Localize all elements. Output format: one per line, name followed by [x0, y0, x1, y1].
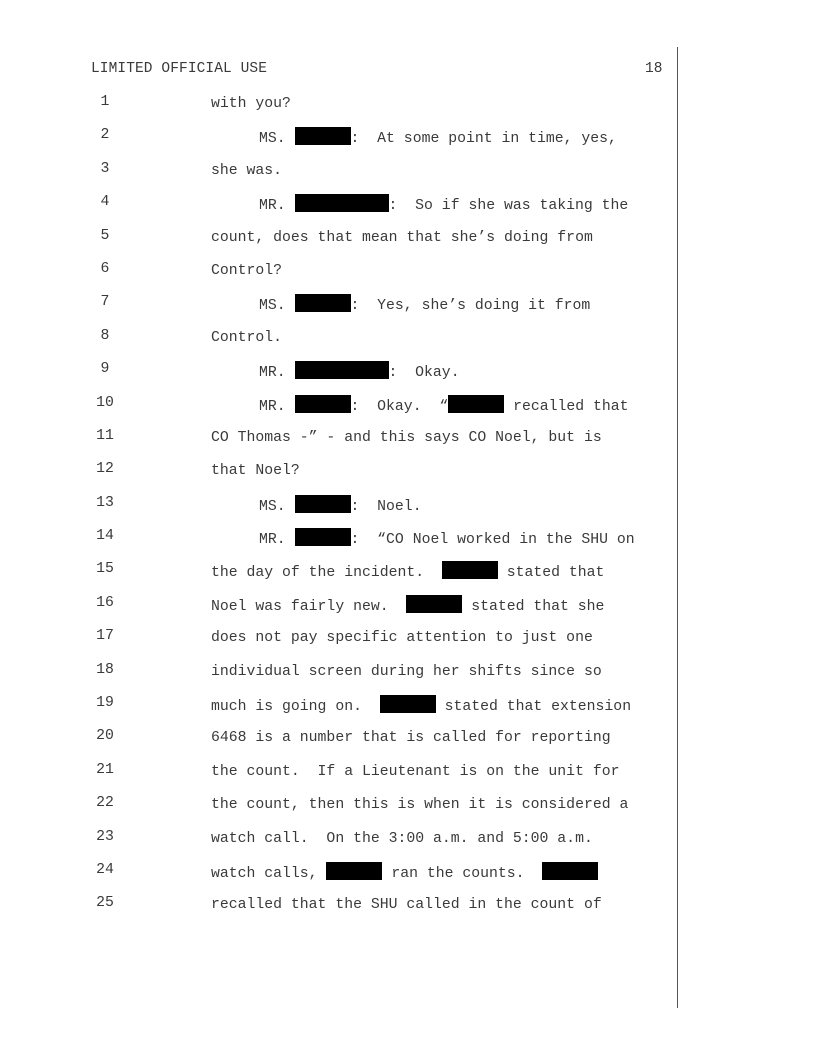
line-text: watch calls, ran the counts. — [211, 862, 598, 884]
line-number: 16 — [96, 594, 114, 611]
line-text: the count. If a Lieutenant is on the unit for — [211, 763, 620, 780]
line-text: does not pay specific attention to just one — [211, 630, 593, 647]
transcript-line — [0, 428, 816, 461]
line-text: MS. : Yes, she’s doing it from — [259, 294, 590, 316]
transcript-line — [0, 862, 816, 895]
line-text: Control? — [211, 262, 283, 279]
redaction-box — [295, 127, 351, 145]
line-text: MR. : Okay. “ recalled that — [259, 395, 629, 417]
line-number: 4 — [100, 194, 110, 211]
transcript-line — [0, 328, 816, 361]
transcript-line — [0, 161, 816, 194]
line-number: 12 — [96, 461, 114, 478]
line-text: Noel was fairly new. stated that she — [211, 595, 604, 617]
line-number: 17 — [96, 628, 114, 645]
line-number: 25 — [96, 895, 114, 912]
transcript-line — [0, 528, 816, 561]
line-number: 6 — [100, 260, 110, 277]
line-text: MR. : “CO Noel worked in the SHU on — [259, 528, 635, 550]
line-text: CO Thomas -” - and this says CO Noel, but is — [211, 429, 602, 446]
transcript-body — [0, 94, 816, 929]
line-text: the count, then this is when it is considered a — [211, 797, 629, 814]
line-text: MR. : Okay. — [259, 361, 460, 383]
line-number: 9 — [100, 361, 110, 378]
transcript-line — [0, 561, 816, 594]
redaction-box — [448, 395, 504, 413]
line-text: much is going on. stated that extension — [211, 695, 631, 717]
line-number: 21 — [96, 761, 114, 778]
line-number: 1 — [100, 94, 110, 110]
line-text: recalled that the SHU called in the count of — [211, 897, 602, 914]
transcript-line — [0, 294, 816, 327]
line-text: that Noel? — [211, 463, 300, 480]
line-number: 3 — [100, 160, 110, 177]
line-text: she was. — [211, 162, 283, 179]
line-number: 10 — [96, 394, 114, 411]
transcript-line — [0, 628, 816, 661]
line-number: 11 — [96, 427, 114, 444]
redaction-box — [442, 561, 498, 579]
line-number: 23 — [96, 828, 114, 845]
redaction-box — [406, 595, 462, 613]
line-number: 7 — [100, 294, 110, 311]
transcript-line — [0, 695, 816, 728]
line-number: 18 — [96, 661, 114, 678]
transcript-line — [0, 261, 816, 294]
redaction-box — [295, 395, 351, 413]
line-number: 19 — [96, 695, 114, 712]
redaction-box — [542, 862, 598, 880]
line-text: MS. : Noel. — [259, 495, 422, 517]
redaction-box — [295, 194, 389, 212]
transcript-line — [0, 361, 816, 394]
transcript-line — [0, 194, 816, 227]
line-number: 8 — [100, 327, 110, 344]
line-text: individual screen during her shifts since so — [211, 663, 602, 680]
transcript-line — [0, 228, 816, 261]
redaction-box — [380, 695, 436, 713]
line-text: MS. : At some point in time, yes, — [259, 127, 617, 149]
transcript-line — [0, 461, 816, 494]
line-text: Control. — [211, 329, 283, 346]
line-text: the day of the incident. stated that — [211, 561, 604, 583]
redaction-box — [295, 495, 351, 513]
transcript-line — [0, 595, 816, 628]
line-number: 15 — [96, 561, 114, 578]
line-text: MR. : So if she was taking the — [259, 194, 628, 216]
transcript-line — [0, 728, 816, 761]
transcript-line — [0, 895, 816, 928]
line-number: 14 — [96, 528, 114, 545]
line-number: 5 — [100, 227, 110, 244]
transcript-line — [0, 829, 816, 862]
transcript-line — [0, 795, 816, 828]
line-number: 22 — [96, 795, 114, 812]
line-text: count, does that mean that she’s doing from — [211, 229, 593, 246]
line-text: 6468 is a number that is called for reporting — [211, 730, 611, 747]
line-text: watch call. On the 3:00 a.m. and 5:00 a.m. — [211, 830, 593, 847]
redaction-box — [295, 361, 389, 379]
page-header-label: LIMITED OFFICIAL USE — [91, 61, 268, 77]
transcript-line — [0, 94, 816, 127]
transcript-line — [0, 395, 816, 428]
transcript-line — [0, 662, 816, 695]
line-number: 13 — [96, 494, 114, 511]
redaction-box — [295, 294, 351, 312]
line-number: 2 — [100, 127, 110, 144]
redaction-box — [326, 862, 382, 880]
page-number: 18 — [645, 61, 663, 77]
line-number: 24 — [96, 861, 114, 878]
transcript-line — [0, 762, 816, 795]
transcript-line — [0, 127, 816, 160]
line-number: 20 — [96, 728, 114, 745]
redaction-box — [295, 528, 351, 546]
transcript-line — [0, 495, 816, 528]
line-text: with you? — [211, 96, 291, 112]
